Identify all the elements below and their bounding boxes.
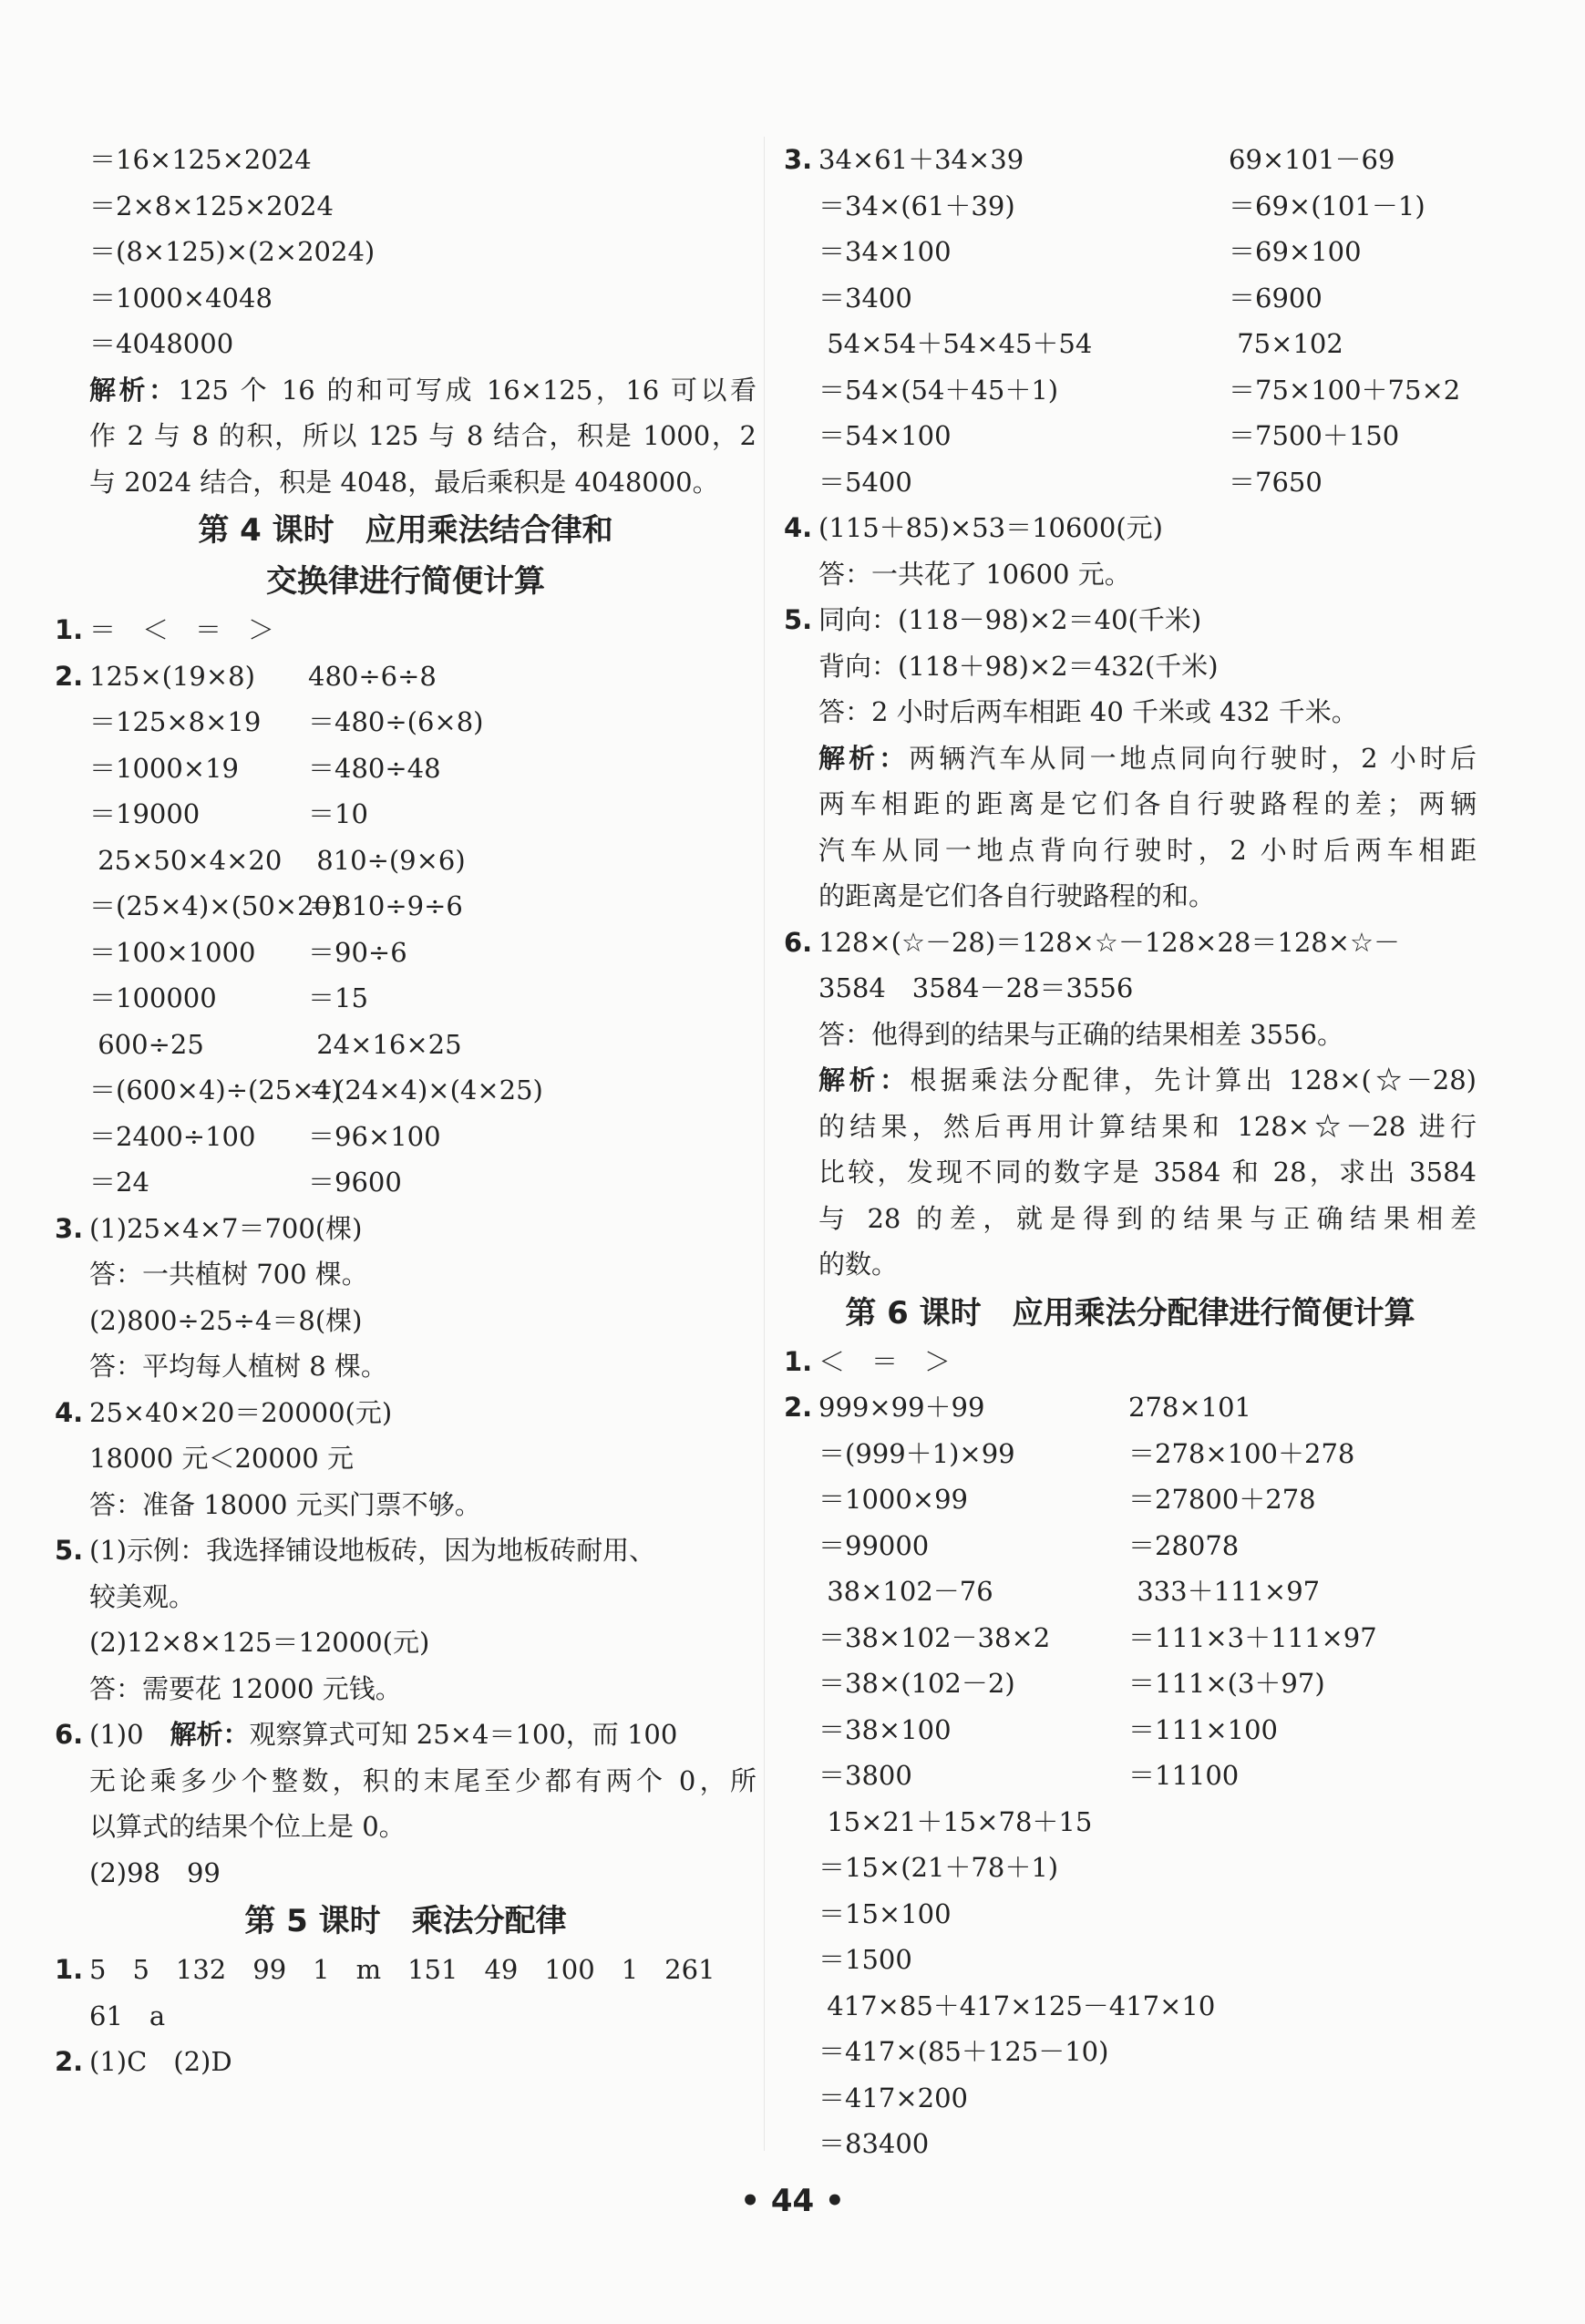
analysis-label: 解析： [89,374,179,406]
question-number: 3. [55,1212,84,1244]
question-number: 2. [55,2046,84,2077]
calc-a: ＝19000 [89,798,201,829]
intro-analysis [55,367,756,506]
answer-line: 答：准备 18000 元买门票不够。 [89,1488,481,1520]
answer-line: 答：一共植树 700 棵。 [89,1259,368,1290]
answer-text: ＝ ＜ ＝ ＞ [89,614,275,645]
lesson6-question-1: 1. ＜ ＝ ＞ [784,1339,1477,1385]
analysis-line: 作 2 与 8 的积，所以 125 与 8 结合，积是 1000，2 [89,420,756,451]
intro-calculation [55,137,756,367]
question-6: 6. (1)0 解析：观察算式可知 25×4＝100，而 100 无论乘多少个整数，积的末尾至少都有两个 0，所 以算式的结果个位上是 0。 (2)98 99 [55,1712,756,1896]
question-1 [55,607,756,653]
calc-a: ＝54×(54＋45＋1) [818,374,1059,406]
question-4: 4. (115＋85)×53＝10600(元) 答：一共花了 10600 元。 [784,505,1477,597]
calc-a: 25×50×4×20 [89,844,283,876]
question-number: 6. [55,1719,84,1750]
calc-b: ＝6900 [1229,282,1323,314]
calc-a: ＝1000×19 [89,752,240,784]
calc-line: 417×85＋417×125－417×10 [818,1990,1216,2021]
calc-a: ＝(999＋1)×99 [818,1437,1015,1469]
question-5: 5. (1)示例：我选择铺设地板砖，因为地板砖耐用、 较美观。 (2)12×8×125＝12000(元) 答：需要花 12000 元钱。 [55,1527,756,1712]
calc-b: 333＋111×97 [1128,1576,1321,1607]
calc-b: 24×16×25 [308,1028,462,1060]
analysis-line: 的数。 [818,1249,899,1280]
answer-line: 3584 3584－28＝3556 [818,972,1134,1003]
calc-b: ＝28078 [1128,1529,1240,1561]
calc-b: 278×101 [1128,1392,1252,1423]
calc-a: 38×102－76 [818,1576,993,1607]
calc-b: ＝480÷48 [308,752,441,784]
calc-a: ＝3400 [818,282,912,314]
calc-line: ＝15×(21＋78＋1) [818,1852,1059,1883]
page-number: • 44 • [740,2183,845,2219]
calc-b: ＝96×100 [308,1120,441,1152]
calc-b: ＝111×(3＋97) [1128,1668,1325,1699]
calc-line: ＝417×(85＋125－10) [818,2036,1109,2067]
question-3 [784,137,1477,505]
question-4: 4. 25×40×20＝20000(元) 18000 元＜20000 元 答：准备 18000 元买门票不够。 [55,1390,756,1528]
calc-a: ＝(25×4)×(50×20) [89,890,342,921]
question-number: 1. [784,1345,813,1377]
calc-a: ＝24 [89,1167,149,1198]
calc-b: ＝15 [308,982,368,1013]
calc-a: 54×54＋54×45＋54 [818,328,1093,359]
question-number: 2. [784,1392,813,1423]
question-number: 6. [784,926,813,958]
calc-line: ＝83400 [818,2128,930,2159]
calc-line: ＝16×125×2024 [89,144,312,175]
right-column [784,137,1477,2167]
answer-line: (2)98 99 [89,1856,221,1888]
calc-a: ＝38×102－38×2 [818,1621,1051,1653]
lesson5-question-2: 2. (1)C (2)D [55,2039,756,2085]
question-3: 3. (1)25×4×7＝700(棵) 答：一共植树 700 棵。 (2)800÷25÷4＝8(棵) 答：平均每人植树 8 棵。 [55,1206,756,1390]
calc-a: ＝100×1000 [89,936,256,968]
calc-a: ＝34×(61＋39) [818,190,1015,221]
lesson-heading: 第 5 课时 乘法分配律 [244,1903,567,1939]
analysis-line: 与 28 的差，就是得到的结果与正确结果相差 [818,1202,1477,1234]
question-2 [55,653,756,1206]
calc-a: 125×(19×8) [89,660,255,692]
calc-b: 69×101－69 [1229,144,1395,175]
calc-line: ＝2×8×125×2024 [89,190,334,221]
answer-line: 61 a [89,2000,166,2031]
answer-line: (2)12×8×125＝12000(元) [89,1627,430,1658]
lesson-heading: 第 6 课时 应用乘法分配律进行简便计算 [845,1294,1415,1332]
calc-b: ＝111×100 [1128,1713,1279,1745]
calc-b: ＝(24×4)×(4×25) [308,1075,543,1105]
calc-b: ＝11100 [1128,1760,1240,1791]
question-number: 5. [784,604,813,635]
analysis-line: 两车相距的距离是它们各自行驶路程的差；两辆 [818,788,1477,819]
analysis-line: 汽车从同一地点背向行驶时，2 小时后两车相距 [818,834,1477,866]
answer-line: 背向：(118＋98)×2＝432(千米) [818,650,1219,682]
answer-line: 答：一共花了 10600 元。 [818,558,1131,590]
calc-line: ＝1000×4048 [89,282,273,314]
calc-b: ＝7650 [1229,466,1323,498]
calc-b: ＝480÷(6×8) [308,706,484,737]
calc-a: ＝34×100 [818,236,952,267]
question-number: 5. [55,1535,84,1566]
calc-b: 810÷(9×6) [308,844,466,876]
question-number: 1. [55,614,84,645]
question-number: 3. [784,144,813,175]
calc-b: ＝111×3＋111×97 [1128,1621,1377,1653]
calc-a: 600÷25 [89,1028,204,1060]
calc-a: ＝(600×4)÷(25×4) [89,1075,342,1105]
answer-line: (2)800÷25÷4＝8(棵) [89,1304,363,1336]
calc-line: ＝1500 [818,1944,912,1975]
left-column [55,137,756,2085]
analysis-line: 的结果，然后再用计算结果和 128×☆－28 进行 [818,1110,1477,1142]
calc-b: ＝9600 [308,1167,402,1198]
calc-line: ＝15×100 [818,1897,952,1929]
analysis-line: 解析：根据乘法分配律，先计算出 128×(☆－28) [818,1064,1477,1095]
calc-a: ＝1000×99 [818,1484,969,1515]
calc-a: ＝3800 [818,1760,912,1791]
calc-a: ＝125×8×19 [89,706,262,737]
answer-line: 答：需要花 12000 元钱。 [89,1672,402,1704]
lesson5-question-1: 1. 5 5 132 99 1 m 151 49 100 1 261 61 a [55,1947,756,2039]
calc-line: ＝4048000 [89,328,234,359]
analysis-line: 与 2024 结合，积是 4048，最后乘积是 4048000。 [89,466,719,498]
analysis-label: 解析： [170,1719,250,1750]
calc-b: 480÷6÷8 [308,660,437,692]
calc-a: ＝38×100 [818,1713,952,1745]
analysis-line: 的距离是它们各自行驶路程的和。 [818,880,1216,911]
calc-b: ＝69×100 [1229,236,1362,267]
calc-b: ＝90÷6 [308,936,407,968]
lesson-heading: 交换律进行简便计算 [266,563,545,600]
answer-line: 较美观。 [89,1580,196,1612]
lesson-heading: 第 4 课时 应用乘法结合律和 [198,512,613,549]
question-5: 5. 同向：(118－98)×2＝40(千米) 背向：(118＋98)×2＝432(千米) 答：2 小时后两车相距 40 千米或 432 千米。 解析：两辆汽车从同一地点同向行驶时，2 小时后 两车相距的距离是它们各自行驶路程的差；两辆 汽车从同一地点背向行驶时，2 小时后两车相距 的距离是它们各自行驶路程的和。 [784,597,1477,920]
calc-a: ＝54×100 [818,420,952,451]
calc-a: ＝5400 [818,466,912,498]
calc-b: ＝69×(101－1) [1229,190,1425,221]
question-number: 4. [784,512,813,543]
calc-b: ＝7500＋150 [1229,420,1400,451]
column-divider [764,137,765,2151]
analysis-line: 解析：两辆汽车从同一地点同向行驶时，2 小时后 [818,742,1477,774]
calc-b: ＝27800＋278 [1128,1484,1316,1515]
answer-line: 答：2 小时后两车相距 40 千米或 432 千米。 [818,696,1358,727]
analysis-line: 解析：125 个 16 的和可写成 16×125，16 可以看 [89,374,756,406]
answer-line: 无论乘多少个整数，积的末尾至少都有两个 0，所 [89,1764,756,1796]
answer-line: 以算式的结果个位上是 0。 [89,1811,406,1842]
question-number: 2. [55,660,84,692]
question-6: 6. 128×(☆－28)＝128×☆－128×28＝128×☆－ 3584 3584－28＝3556 答：他得到的结果与正确的结果相差 3556。 解析：根据乘法分配律，先计算出 128×(☆－28) 的结果，然后再用计算结果和 128×☆－28 进行 比较，发现不同的数字是 3584 和 28，求出 3584 与 28 的差，就是得到的结果与正确结果相差 的数。 [784,920,1477,1288]
analysis-line: 比较，发现不同的数字是 3584 和 28，求出 3584 [818,1157,1477,1188]
calc-a: 34×61＋34×39 [818,144,1024,175]
calc-a: ＝2400÷100 [89,1120,256,1152]
calc-a: ＝99000 [818,1529,930,1561]
calc-a: 999×99＋99 [818,1392,985,1423]
calc-b: ＝278×100＋278 [1128,1437,1355,1469]
answer-line: 答：平均每人植树 8 棵。 [89,1351,387,1382]
lesson6-question-2 [784,1384,1477,2167]
calc-b: ＝810÷9÷6 [308,890,463,921]
calc-a: ＝38×(102－2) [818,1668,1015,1699]
answer-line: 18000 元＜20000 元 [89,1443,354,1474]
calc-line: ＝(8×125)×(2×2024) [89,236,376,267]
calc-a: ＝100000 [89,982,217,1013]
analysis-label: 解析： [818,742,910,774]
calc-line: ＝417×200 [818,2082,969,2113]
analysis-label: 解析： [818,1064,911,1095]
calc-b: ＝75×100＋75×2 [1229,374,1461,406]
question-number: 1. [55,1954,84,1985]
calc-b: ＝10 [308,798,368,829]
question-number: 4. [55,1396,84,1428]
calc-b: 75×102 [1229,328,1343,359]
calc-line: 15×21＋15×78＋15 [818,1805,1093,1837]
answer-line: 答：他得到的结果与正确的结果相差 3556。 [818,1018,1344,1050]
